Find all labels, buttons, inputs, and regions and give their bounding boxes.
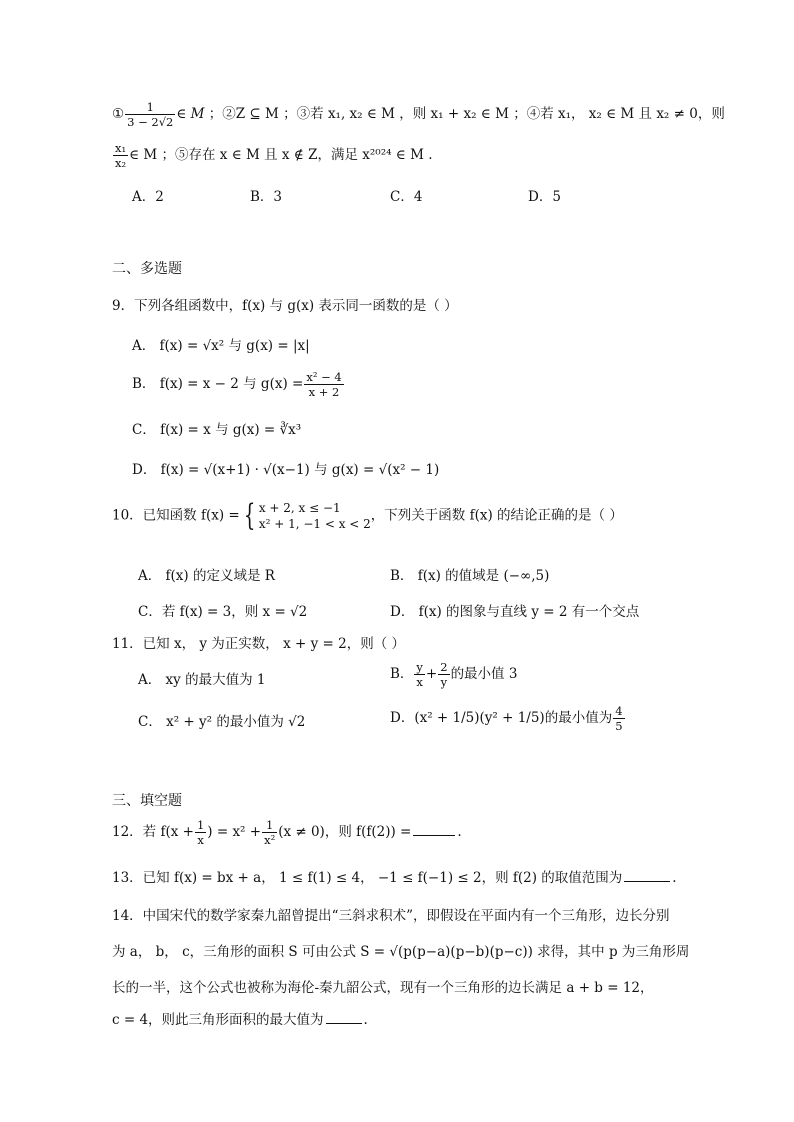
q9-option-d: D． f(x) = √(x+1) · √(x−1) 与 g(x) = √(x² − 1)	[132, 462, 440, 478]
q9-option-a: A． f(x) = √x² 与 g(x) = |x|	[132, 338, 310, 354]
q11-option-b: B． $\frac{y}{x}$ + $\frac{2}{y}$ 的最小值 3	[390, 660, 518, 689]
q14-line4: c = 4，则此三角形面积的最大值为 .	[112, 1012, 368, 1028]
q14-line1: 14．中国宋代的数学家秦九韶曾提出“三斜求积术”，即假设在平面内有一个三角形，边长分别	[112, 908, 670, 924]
q14-line2: 为 a， b， c，三角形的面积 S 可由公式 S = √(p(p−a)(p−b)(p−c)) 求得，其中 p 为三角形周	[112, 944, 690, 960]
q13: 13．已知 f(x) = bx + a， 1 ≤ f(1) ≤ 4， −1 ≤ f(−1) ≤ 2，则 f(2) 的取值范围为 .	[112, 870, 677, 886]
q11-option-d: D．(x² + 1/5)(y² + 1/5)的最小值为 $\frac{4}{5}$	[390, 704, 623, 733]
q12: 12．若 f(x + $\frac{1}{x}$ ) = x² + $\frac{1}{\text{x²}}$ (x ≠ 0)，则 f(f(2)) = .	[112, 818, 462, 847]
section-fill-in-title: 三、填空题	[112, 793, 182, 809]
q9-b-fraction: $\frac{\text{x² − 4}}{x + 2}$	[306, 370, 342, 399]
q12-frac2: $\frac{1}{\text{x²}}$	[264, 818, 276, 847]
q10-option-b: B． f(x) 的值域是 (−∞,5)	[390, 568, 550, 584]
q10-option-a: A． f(x) 的定义域是 R	[138, 568, 275, 584]
q9-option-b: B． f(x) = x − 2 与 g(x) = $\frac{\text{x² − 4}}{x + 2}$	[132, 370, 342, 399]
q13-answer-blank[interactable]	[624, 880, 670, 882]
q10-option-c: C．若 f(x) = 3，则 x = √2	[138, 604, 308, 620]
q10-option-d: D． f(x) 的图象与直线 y = 2 有一个交点	[390, 604, 640, 620]
q8-items-line2	[112, 141, 433, 170]
item2: ②Z ⊆ M ；	[222, 106, 297, 122]
q14-line3: 长的一半，这个公式也被称为海伦-秦九韶公式，现有一个三角形的边长满足 a + b = 12，	[112, 980, 654, 996]
q14-answer-blank[interactable]	[326, 1022, 362, 1024]
q11-stem: 11．已知 x， y 为正实数， x + y = 2，则（ ）	[112, 636, 405, 652]
q11-option-a: A． xy 的最大值为 1	[138, 672, 266, 688]
q10-piecewise: x + 2, x ≤ −1 x² + 1, −1 < x < 2	[258, 501, 371, 531]
q9-option-c: C． f(x) = x 与 g(x) = ∛x³	[132, 422, 302, 438]
item5: ∈ M ；⑤存在 x ∈ M 且 x ∉ Z，满足 x²⁰²⁴ ∈ M .	[129, 147, 433, 163]
q8-option-d: D．5	[528, 189, 561, 205]
q11-b-frac2: $\frac{2}{y}$	[440, 660, 448, 689]
item3: ③若 x₁, x₂ ∈ M ，则 x₁ + x₂ ∈ M ；	[296, 106, 527, 122]
q11-d-expr: (x² + 1/5)(y² + 1/5)	[414, 710, 545, 726]
section-multi-choice-title: 二、多选题	[112, 261, 182, 277]
item1-marker: ①	[112, 106, 125, 122]
q11-option-c: C． x² + y² 的最小值为 √2	[138, 714, 306, 730]
item1-fraction: $\frac{1}{3 - 2√2}$	[127, 100, 174, 129]
q8-option-a: A．2	[132, 189, 164, 205]
q8-option-b: B．3	[250, 189, 283, 205]
q10-stem: 10．已知函数 f(x) = { x + 2, x ≤ −1 x² + 1, −1 < x < 2 ，下列关于函数 f(x) 的结论正确的是（ ）	[112, 498, 623, 533]
item4: ④若 x₁， x₂ ∈ M 且 x₂ ≠ 0，则	[526, 106, 725, 122]
q8-items-line1: ① $\frac{1}{3 - 2√2}$ ∈ M ；②Z ⊆ M ；③若 x₁, x₂ ∈ M ，则 x₁ + x₂ ∈ M ；④若 x₁， x₂ ∈ M 且 x₂ ≠ 0，则	[112, 100, 725, 129]
q11-b-frac1: $\frac{y}{x}$	[416, 660, 423, 689]
q12-answer-blank[interactable]	[413, 834, 455, 836]
q12-frac1: $\frac{1}{x}$	[196, 818, 205, 847]
q8-option-c: C．4	[390, 189, 423, 205]
item4-fraction: $\frac{\text{x₁}}{\text{x₂}}$	[115, 141, 127, 170]
q11-d-fraction: $\frac{4}{5}$	[615, 704, 623, 733]
q9-stem: 9．下列各组函数中，f(x) 与 g(x) 表示同一函数的是（ ）	[112, 298, 458, 314]
